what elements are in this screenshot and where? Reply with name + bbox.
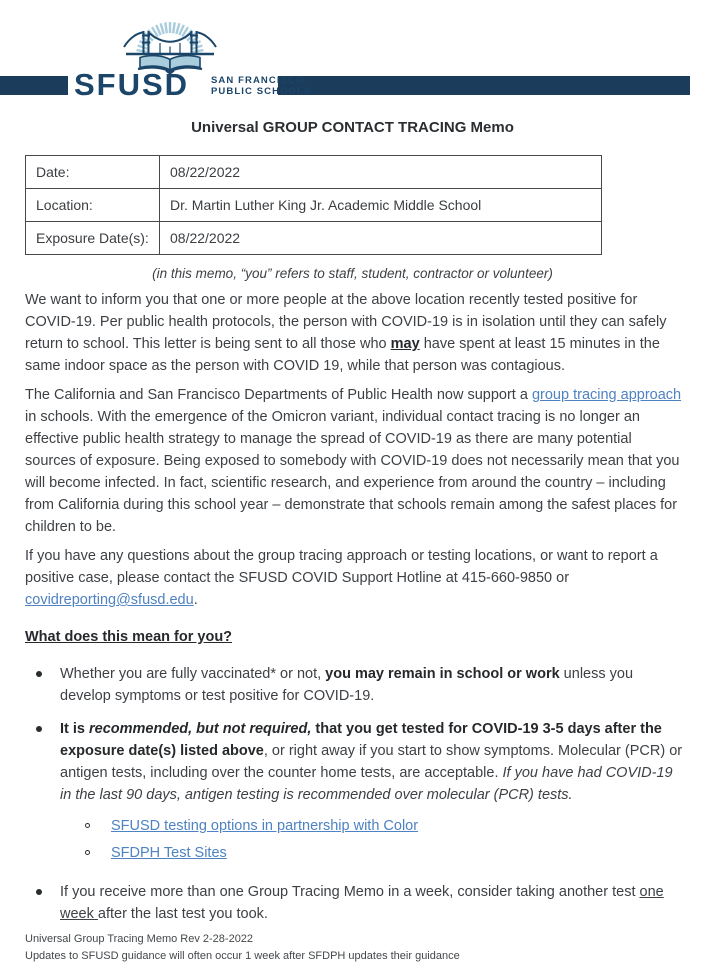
bullet-item-remain-in-school: [25, 663, 683, 707]
table-label-date: Date:: [26, 156, 160, 189]
bullet-text-remain-in-school: [60, 663, 683, 707]
footer: [25, 931, 705, 965]
bullet2-bold-italic: recommended, but not required,: [89, 721, 312, 737]
bullet-text-multiple-memos: [60, 881, 683, 925]
paragraph-intro: [25, 289, 683, 377]
bullet2-bold-lead: It is: [60, 721, 90, 737]
district-name-line1: SAN FRANCISCO: [211, 75, 305, 86]
group-tracing-text-before: The California and San Francisco Departments of Public Health now support a: [25, 387, 532, 403]
questions-text-before: If you have any questions about the group tracing approach or testing locations, or want to report a positive case, please contact the SFUSD COVID Support Hotline at 415-660-9850 or: [25, 548, 658, 586]
table-label-exposure-dates: Exposure Date(s):: [26, 222, 160, 255]
sfusd-logo-icon: [98, 4, 242, 74]
bullet-icon: [36, 726, 42, 732]
bullet-icon: [36, 671, 42, 677]
paragraph-questions: [25, 545, 683, 611]
header-bar-right: [278, 76, 690, 95]
table-value-location: Dr. Martin Luther King Jr. Academic Middle School: [160, 189, 602, 222]
sub-bullet-color-testing: [83, 812, 683, 839]
memo-body: [25, 289, 683, 925]
table-row-date: [26, 156, 602, 189]
memo-title: Universal GROUP CONTACT TRACING Memo: [191, 119, 514, 136]
bullet-icon: [36, 889, 42, 895]
intro-text-before: We want to inform you that one or more people at the above location recently tested positive for COVID-19. Per public health protocols, the person with COVID-19 is in isolation until they can safely return to school. This letter is being sent to all those who: [25, 292, 667, 352]
bullet-text-get-tested: [60, 718, 683, 806]
memo-note: (in this memo, “you” refers to staff, student, contractor or volunteer): [152, 266, 553, 281]
bullet-item-get-tested: [25, 718, 683, 806]
intro-may-emphasis: may: [390, 336, 420, 352]
questions-text-after: .: [193, 592, 198, 608]
table-label-location: Location:: [26, 189, 160, 222]
header-bar-left: [0, 76, 68, 95]
group-tracing-approach-link[interactable]: group tracing approach: [531, 387, 682, 403]
bullet3-text-after: after the last test you took.: [97, 906, 268, 922]
paragraph-group-tracing: [25, 384, 683, 538]
circle-bullet-icon: [85, 823, 90, 828]
bullet2-regular-text: , or right away if you start to show symptoms. Molecular (PCR) or antigen tests, including over the counter home tests, are acceptable.: [60, 743, 683, 781]
sfdph-test-sites-link[interactable]: SFDPH Test Sites: [111, 844, 227, 861]
bullet2-bold-rest: that you get tested for COVID-19 3-5 days after the exposure date(s) listed above: [60, 721, 662, 759]
header: [0, 0, 705, 104]
memo-info-table: [25, 155, 602, 255]
bullet3-text-before: If you receive more than one Group Tracing Memo in a week, consider taking another test: [60, 884, 640, 900]
table-value-exposure-dates: 08/22/2022: [160, 222, 602, 255]
bullet2-italic-text: If you have had COVID-19 in the last 90 days, antigen testing is recommended over molecular (PCR) tests.: [60, 765, 673, 803]
bullet-item-multiple-memos: [25, 881, 683, 925]
table-value-date: 08/22/2022: [160, 156, 602, 189]
circle-bullet-icon: [85, 850, 90, 855]
bullet3-underlined-text: one week: [60, 884, 664, 922]
district-name: [211, 75, 311, 97]
table-row-exposure-dates: [26, 222, 602, 255]
covid-reporting-email-link[interactable]: covidreporting@sfusd.edu: [25, 592, 194, 608]
table-row-location: [26, 189, 602, 222]
testing-links-list: [83, 812, 683, 866]
bullet1-text-after: unless you develop symptoms or test positive for COVID-19.: [60, 666, 634, 704]
district-name-line2: PUBLIC SCHOOLS: [211, 86, 312, 97]
group-tracing-text-after: in schools. With the emergence of the Omicron variant, individual contact tracing is no longer an effective public health strategy to manage the spread of COVID-19 as there are many potential sources of exposure. Being exposed to somebody with COVID-19 does not necessarily mean that you will become infected. In fact, scientific research, and experience from around the country – including from California during this school year – demonstrate that schools remain among the safest places for children to be.: [25, 409, 680, 535]
sub-bullet-sfdph-sites: [83, 839, 683, 866]
sfusd-wordmark: SFUSD: [74, 67, 190, 102]
bullet1-bold-text: you may remain in school or work: [325, 666, 560, 682]
section-heading: What does this mean for you?: [25, 629, 233, 645]
bullet1-text-before: Whether you are fully vaccinated* or not,: [60, 666, 326, 682]
footer-guidance-note: Updates to SFUSD guidance will often occur 1 week after SFDPH updates their guidance: [25, 950, 460, 962]
footer-revision-line: Universal Group Tracing Memo Rev 2-28-2022: [25, 933, 254, 945]
color-testing-link[interactable]: SFUSD testing options in partnership with Color: [111, 817, 419, 834]
intro-text-after: have spent at least 15 minutes in the same indoor space as the person with COVID 19, while that person was contagious.: [25, 336, 660, 374]
